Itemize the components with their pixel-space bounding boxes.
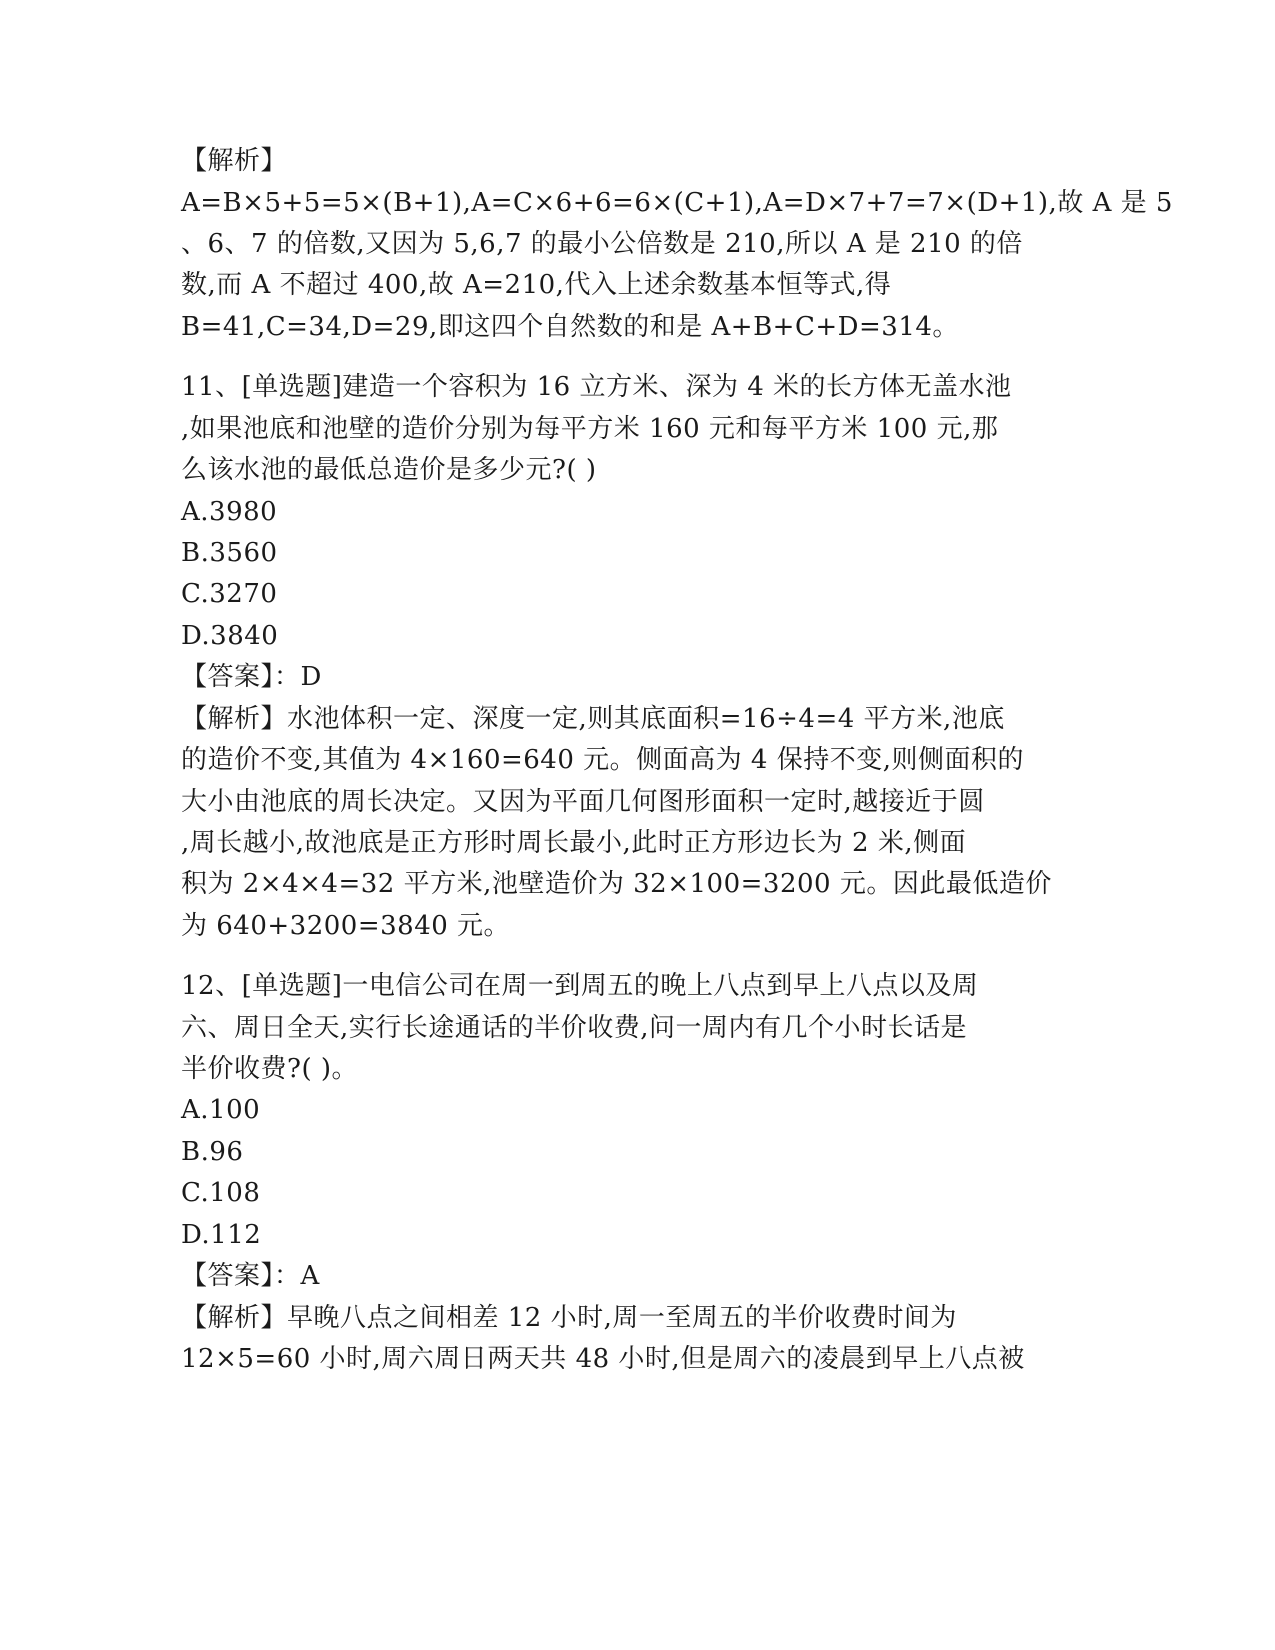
question-12-analysis-line: 12×5=60 小时,周六周日两天共 48 小时,但是周六的凌晨到早上八点被 <box>181 1344 1025 1374</box>
question-11-line: 11、[单选题]建造一个容积为 16 立方米、深为 4 米的长方体无盖水池 <box>181 372 1012 402</box>
question-11-analysis-line: 大小由池底的周长决定。又因为平面几何图形面积一定时,越接近于圆 <box>181 787 985 817</box>
question-12-line: 半价收费?( )。 <box>181 1054 358 1084</box>
question-11-analysis-line: 为 640+3200=3840 元。 <box>181 911 511 941</box>
question-12-line: 12、[单选题]一电信公司在周一到周五的晚上八点到早上八点以及周 <box>181 971 979 1001</box>
question-12-option-b: B.96 <box>181 1137 244 1167</box>
question-11-analysis-line: 【解析】水池体积一定、深度一定,则其底面积=16÷4=4 平方米,池底 <box>181 704 1005 734</box>
analysis-line: A=B×5+5=5×(B+1),A=C×6+6=6×(C+1),A=D×7+7=7×(D+1),故 A 是 5 <box>181 188 1173 218</box>
question-11-option-c: C.3270 <box>181 579 278 609</box>
question-11-line: 么该水池的最低总造价是多少元?( ) <box>181 455 597 485</box>
question-12-analysis-line: 【解析】早晚八点之间相差 12 小时,周一至周五的半价收费时间为 <box>181 1303 957 1333</box>
question-12-line: 六、周日全天,实行长途通话的半价收费,问一周内有几个小时长话是 <box>181 1013 968 1043</box>
question-11-answer: 【答案】：D <box>181 662 322 692</box>
analysis-heading: 【解析】 <box>181 146 288 176</box>
question-11-analysis-line: 积为 2×4×4=32 平方米,池壁造价为 32×100=3200 元。因此最低造价 <box>181 869 1052 899</box>
question-12-answer: 【答案】：A <box>181 1261 320 1291</box>
question-11-analysis-line: ,周长越小,故池底是正方形时周长最小,此时正方形边长为 2 米,侧面 <box>181 828 967 858</box>
question-11-option-b: B.3560 <box>181 538 278 568</box>
analysis-line: 、6、7 的倍数,又因为 5,6,7 的最小公倍数是 210,所以 A 是 210 的倍 <box>181 229 1023 259</box>
analysis-line: 数,而 A 不超过 400,故 A=210,代入上述余数基本恒等式,得 <box>181 270 892 300</box>
question-11-option-d: D.3840 <box>181 621 279 651</box>
question-12-option-d: D.112 <box>181 1220 262 1250</box>
question-11-analysis-line: 的造价不变,其值为 4×160=640 元。侧面高为 4 保持不变,则侧面积的 <box>181 745 1024 775</box>
question-11-line: ,如果池底和池壁的造价分别为每平方米 160 元和每平方米 100 元,那 <box>181 414 999 444</box>
analysis-line: B=41,C=34,D=29,即这四个自然数的和是 A+B+C+D=314。 <box>181 312 959 342</box>
question-12-option-c: C.108 <box>181 1178 261 1208</box>
question-11-option-a: A.3980 <box>181 497 278 527</box>
question-12-option-a: A.100 <box>181 1095 261 1125</box>
